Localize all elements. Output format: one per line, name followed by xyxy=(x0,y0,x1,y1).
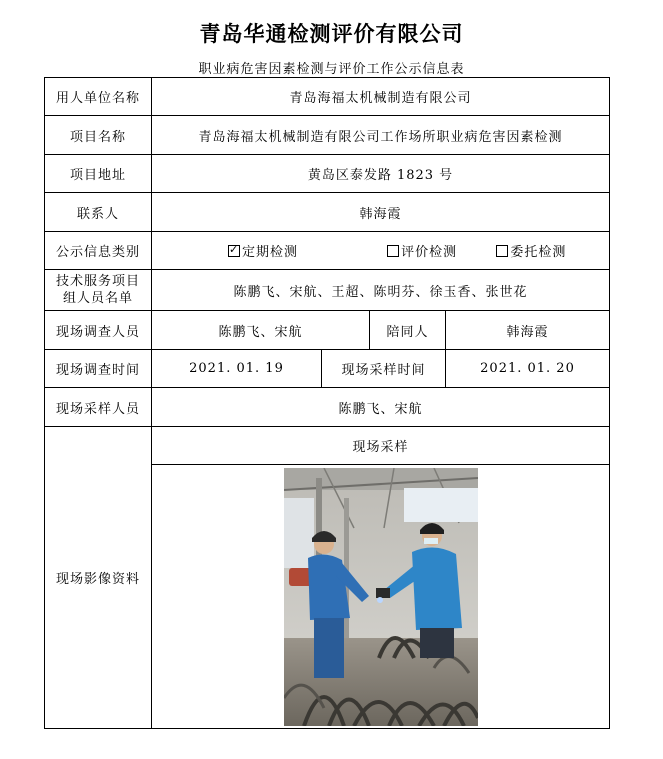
companion-label: 陪同人 xyxy=(370,311,446,350)
row-address xyxy=(45,155,610,193)
row-media-caption xyxy=(45,427,610,465)
photo-cell xyxy=(152,465,610,729)
contact-value: 韩海霞 xyxy=(152,193,610,232)
address-label: 项目地址 xyxy=(45,155,152,193)
sampling-staff-label: 现场采样人员 xyxy=(45,388,152,427)
checkbox-commissioned-icon[interactable] xyxy=(496,245,508,257)
employer-value: 青岛海福太机械制造有限公司 xyxy=(152,78,610,116)
form-subtitle: 职业病危害因素检测与评价工作公示信息表 xyxy=(198,62,465,77)
survey-time-value: 2021. 01. 19 xyxy=(152,350,322,388)
staff-label: 技术服务项目 组人员名单 xyxy=(45,270,152,311)
row-employer xyxy=(45,78,610,116)
project-value: 青岛海福太机械制造有限公司工作场所职业病危害因素检测 xyxy=(152,116,610,155)
address-value: 黄岛区泰发路 1823 号 xyxy=(152,155,610,193)
row-staff xyxy=(45,270,610,311)
media-label: 现场影像资料 xyxy=(45,427,152,729)
companion-value: 韩海霞 xyxy=(446,311,610,350)
row-project xyxy=(45,116,610,155)
category-options xyxy=(152,232,610,270)
employer-label: 用人单位名称 xyxy=(45,78,152,116)
row-times xyxy=(45,350,610,388)
survey-staff-label: 现场调查人员 xyxy=(45,311,152,350)
contact-label: 联系人 xyxy=(45,193,152,232)
row-survey-staff xyxy=(45,311,610,350)
option-periodic[interactable]: ✓ 定期检测 xyxy=(228,241,298,260)
checkbox-periodic-icon[interactable] xyxy=(228,245,240,257)
site-photo-image xyxy=(284,468,478,726)
media-caption: 现场采样 xyxy=(152,427,610,465)
option-commissioned[interactable]: 委托检测 xyxy=(496,241,566,260)
site-sampling-photo xyxy=(284,468,478,726)
category-label: 公示信息类别 xyxy=(45,232,152,270)
row-contact xyxy=(45,193,610,232)
survey-time-label: 现场调查时间 xyxy=(45,350,152,388)
survey-staff-value: 陈鹏飞、宋航 xyxy=(152,311,370,350)
sampling-staff-value: 陈鹏飞、宋航 xyxy=(152,388,610,427)
row-sampling-staff xyxy=(45,388,610,427)
row-category xyxy=(45,232,610,270)
sampling-time-label: 现场采样时间 xyxy=(322,350,446,388)
staff-value: 陈鹏飞、宋航、王超、陈明芬、徐玉香、张世花 xyxy=(152,270,610,311)
sampling-time-value: 2021. 01. 20 xyxy=(446,350,610,388)
company-title: 青岛华通检测评价有限公司 xyxy=(199,22,464,46)
info-table xyxy=(44,77,610,729)
project-label: 项目名称 xyxy=(45,116,152,155)
option-evaluation[interactable]: 评价检测 xyxy=(387,241,457,260)
checkbox-evaluation-icon[interactable] xyxy=(387,245,399,257)
